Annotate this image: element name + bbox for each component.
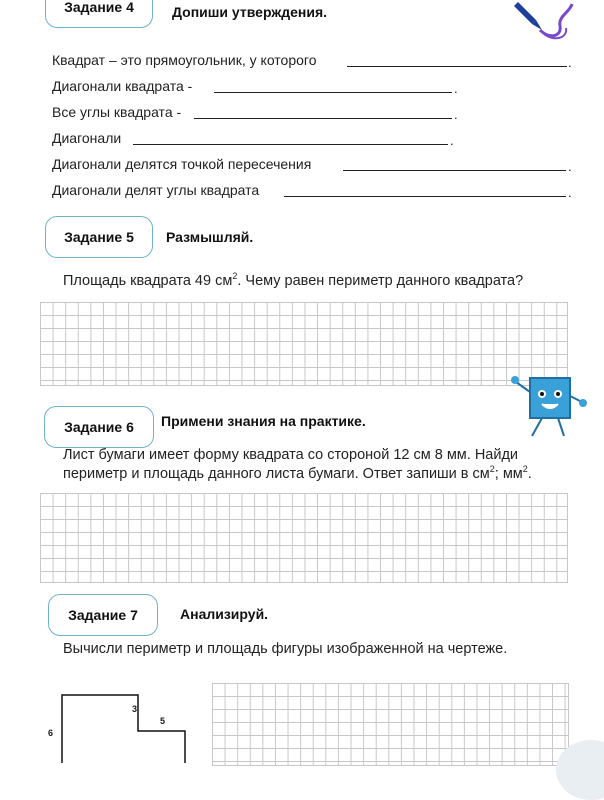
figure-label-left: 6 [48,728,54,738]
task4-badge: Задание 4 [45,0,153,28]
task6-line-2c: . [527,466,532,482]
task5-sup: 2 [232,271,238,281]
task7-figure [40,690,200,763]
task6-line-2b: ; мм [494,466,523,482]
task4-line-5: Диагонали делятся точкой пересечения [52,156,312,172]
task5-question [63,272,523,291]
task6-sup-1: 2 [489,464,495,474]
square-mascot-icon [508,374,588,444]
task5-text-a: Площадь квадрата 49 см [63,273,233,289]
task4-line-2: Диагонали квадрата - [52,78,193,94]
task4-line-6: Диагонали делят углы квадрата [52,182,260,198]
task4-dot-2: . [454,81,458,96]
pen-icon [510,0,580,42]
task6-badge: Задание 6 [44,406,154,448]
task5-text-b: . Чему равен периметр данного квадрата? [237,273,524,289]
task6-answer-grid[interactable] [40,493,568,583]
task6-sup-2: 2 [522,464,528,474]
task7-header: Анализируй. [180,606,269,622]
task4-blank-4[interactable] [133,144,448,145]
task7-text: Вычисли периметр и площадь фигуры изображенной на чертеже. [63,641,508,657]
task5-answer-grid[interactable] [40,302,568,386]
task4-line-4: Диагонали [52,130,122,146]
task6-line-1: Лист бумаги имеет форму квадрата со стороной 12 см 8 мм. Найди [63,447,519,463]
figure-label-step: 5 [160,716,166,726]
task4-blank-3[interactable] [194,118,452,119]
task6-line-2 [63,465,532,484]
task4-dot-3: . [454,107,458,122]
task6-header: Примени знания на практике. [161,413,366,429]
task6-line-2a: периметр и площадь данного листа бумаги. Ответ запиши в см [63,466,490,482]
task6-text [63,446,532,484]
figure-label-top: 3 [132,704,138,714]
task4-line-3: Все углы квадрата - [52,104,182,120]
task4-blank-6[interactable] [284,196,566,197]
task5-badge: Задание 5 [45,216,153,258]
task4-line-1: Квадрат – это прямоугольник, у которого [52,52,317,68]
task7-answer-grid[interactable] [212,683,569,766]
task4-blank-2[interactable] [214,92,452,93]
task4-blank-1[interactable] [347,66,567,67]
task4-blank-5[interactable] [343,170,566,171]
task5-header: Размышляй. [166,229,254,245]
task4-dot-1: . [568,55,572,70]
task4-dot-5: . [568,159,572,174]
task4-header: Допиши утверждения. [172,4,328,20]
task4-dot-4: . [450,133,454,148]
task4-dot-6: . [568,185,572,200]
task7-badge: Задание 7 [48,594,158,636]
